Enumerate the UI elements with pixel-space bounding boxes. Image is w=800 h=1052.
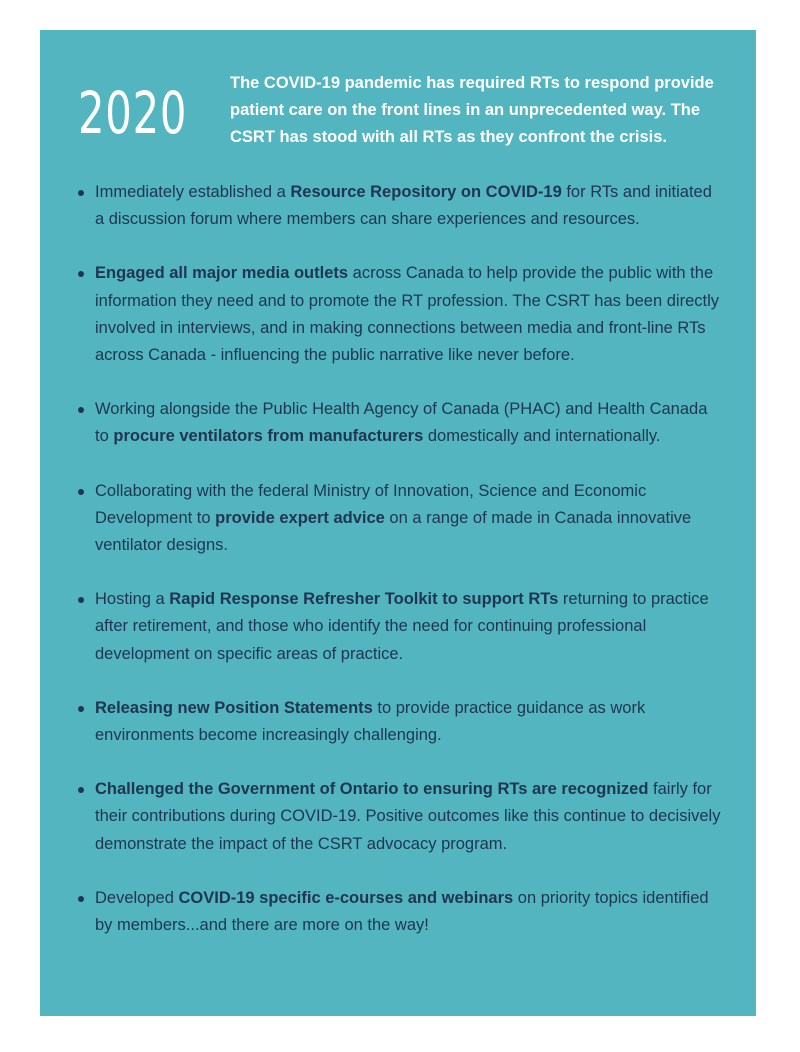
list-item: Working alongside the Public Health Agency of Canada (PHAC) and Health Canada to procure ventilators from manufacturers domestically and internationally. [78,396,722,450]
highlight-text: Challenged the Government of Ontario to ensuring RTs are recognized [95,780,649,799]
header [78,70,722,151]
highlight-text: Resource Repository on COVID-19 [290,183,562,201]
list-item: Collaborating with the federal Ministry of Innovation, Science and Economic Development to provide expert advice on a range of made in Canada innovative ventilator designs. [78,478,722,560]
highlight-text: Engaged all major media outlets [95,264,349,283]
intro-text: The COVID-19 pandemic has required RTs to respond provide patient care on the front lines in an unprecedented way. The CSRT has stood with all RTs as they confront the crisis. [230,74,714,146]
highlight-text: provide expert advice [215,508,385,527]
list-item: Hosting a Rapid Response Refresher Toolkit to support RTs returning to practice after retirement, and those who identify the need for continuing professional development on specific areas of practice. [78,586,722,668]
list-item: Engaged all major media outlets across Canada to help provide the public with the information they need and to promote the RT profession. The CSRT has been directly involved in interviews, and in making connections between media and front-line RTs across Canada - influencing the public narrative like never before. [78,260,722,369]
list-item: Challenged the Government of Ontario to ensuring RTs are recognized fairly for their contributions during COVID-19. Positive outcomes like this continue to decisively demonstrate the impact of the CSRT advocacy program. [78,776,722,858]
highlight-text: Rapid Response Refresher Toolkit to support RTs [169,590,559,609]
highlight-text: Releasing new Position Statements [95,698,373,717]
content-panel [40,30,756,1016]
year-heading: 2020 [78,79,188,147]
list-item: Releasing new Position Statements to provide practice guidance as work environments become increasingly challenging. [78,695,722,749]
highlight-text: COVID-19 specific e-courses and webinars [178,888,514,907]
achievement-list [78,179,722,939]
highlight-text: procure ventilators from manufacturers [113,427,424,446]
list-item: Immediately established a Resource Repository on COVID-19 for RTs and initiated a discussion forum where members can share experiences and resources. [78,179,722,233]
list-item: Developed COVID-19 specific e-courses and webinars on priority topics identified by members...and there are more on the way! [78,885,722,939]
